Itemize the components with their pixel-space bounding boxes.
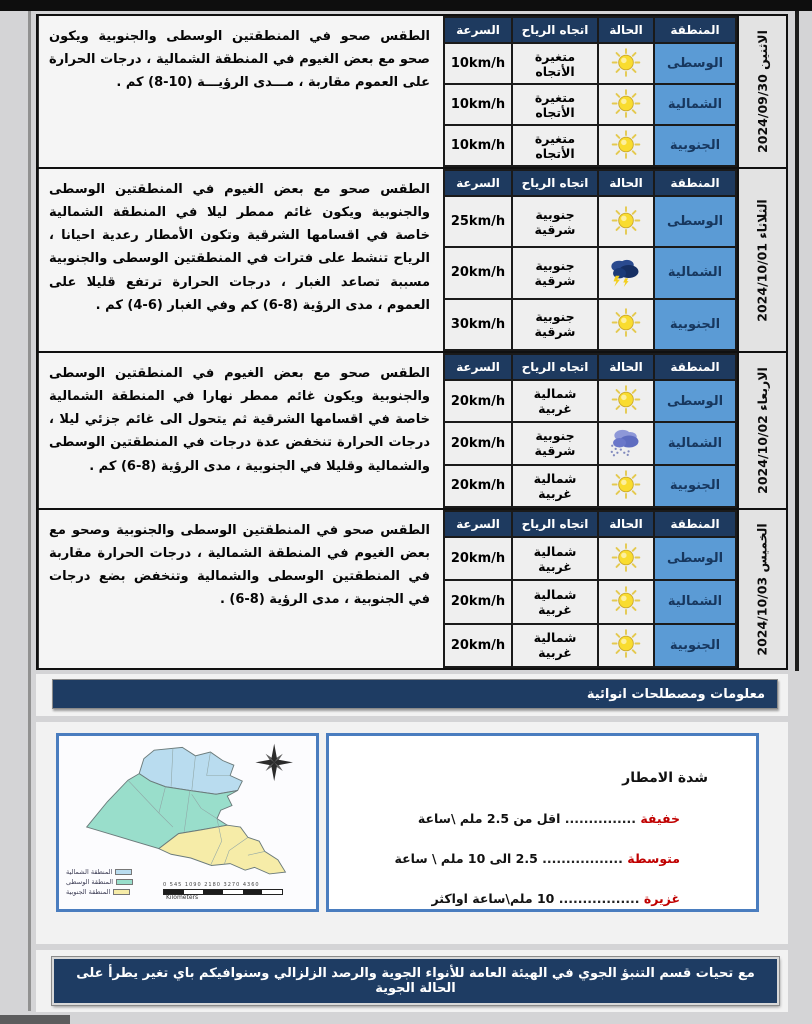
rain-intensity-dots: ............... (560, 811, 641, 826)
sunny-icon (607, 47, 645, 78)
wind-direction-cell: شمالية غربية (512, 624, 598, 667)
table-row (444, 380, 736, 422)
rain-intensity-item (329, 851, 680, 866)
column-header-condition: الحالة (598, 17, 654, 43)
column-header-condition: الحالة (598, 170, 654, 196)
forecast-frame (36, 14, 788, 670)
wind-direction-cell: شمالية غربية (512, 380, 598, 422)
wind-speed-cell: 20km/h (444, 465, 512, 507)
info-terms-bar (52, 679, 778, 709)
rain-intensity-list (329, 811, 680, 906)
forecast-description: الطقس صحو في المنطقتين الوسطى والجنوبية ويكون صحو مع بعض الغيوم في المنطقة الشمالية ، درجات الحرارة على العموم مقاربة ، مـــدى الرؤيـــة (10-8) كم . (38, 16, 443, 167)
iraq-map (59, 738, 315, 888)
legend-swatch (115, 869, 132, 875)
region-cell: الوسطى (654, 196, 736, 247)
region-cell: الوسطى (654, 43, 736, 84)
table-row (444, 624, 736, 667)
column-header-condition: الحالة (598, 511, 654, 537)
forecast-day-block (38, 169, 786, 353)
rain-icon (607, 426, 645, 457)
wind-direction-cell: جنوبية شرقية (512, 247, 598, 298)
rain-intensity-value: 10 ملم\ساعة اواكثر (431, 891, 555, 906)
table-row (444, 465, 736, 507)
wind-direction-cell: جنوبية شرقية (512, 422, 598, 464)
region-cell: الجنوبية (654, 624, 736, 667)
wind-speed-cell: 10km/h (444, 43, 512, 84)
region-cell: الشمالية (654, 580, 736, 623)
wind-direction-cell: متغيرة الأتجاه (512, 43, 598, 84)
condition-cell (598, 43, 654, 84)
condition-cell (598, 299, 654, 350)
wind-direction-cell: متغيرة الأتجاه (512, 125, 598, 166)
forecast-day-block (38, 353, 786, 510)
table-row (444, 84, 736, 125)
map-legend-label: المنطقة الجنوبية (66, 888, 111, 896)
forecast-day-block (38, 510, 786, 668)
sunny-icon (607, 88, 645, 119)
sunny-icon (607, 129, 645, 160)
rain-intensity-item (329, 811, 680, 826)
day-date-strip (737, 353, 786, 508)
condition-cell (598, 465, 654, 507)
day-date-strip (737, 169, 786, 351)
day-date-strip (737, 510, 786, 668)
wind-speed-cell: 10km/h (444, 84, 512, 125)
table-row (444, 43, 736, 84)
map-legend-row (66, 888, 133, 896)
forecast-description: الطقس صحو مع بعض الغيوم في المنطقتين الوسطى والجنوبية ويكون غائم ممطر ليلا في المنطقة الشمالية خاصة في اقسامها الشرقية وتكون الأمطار رعدية احيانا ، الرياح تنشط على فترات في المنطقتين الوسطى والجنوبية مسببة تصاعد الغبار ، درجات الحرارة ترتفع قليلا على العموم ، مدى الرؤية (8-6) كم وفي الغبار (6-4) كم . (38, 169, 443, 351)
forecast-day-block (38, 16, 786, 169)
condition-cell (598, 422, 654, 464)
sunny-icon (607, 542, 645, 573)
forecast-table (443, 16, 737, 167)
map-scale-numbers: 0 545 1090 2180 3270 4360 (163, 882, 260, 888)
day-date-label: الاربعاء 2024/10/02 (754, 367, 770, 494)
wind-speed-cell: 20km/h (444, 624, 512, 667)
rain-intensity-dots: ................. (554, 891, 644, 906)
column-header-speed: السرعة (444, 17, 512, 43)
sunny-icon (607, 628, 645, 659)
column-header-region: المنطقة (654, 170, 736, 196)
footer-text: مع تحيات قسم التنبؤ الجوي في الهيئة العامة للأنواء الجوية والرصد الزلزالي وسنوافيكم باي تغير يطرأ على الحالة الجوية (76, 966, 755, 996)
wind-speed-cell: 20km/h (444, 247, 512, 298)
region-cell: الوسطى (654, 537, 736, 580)
sunny-icon (607, 205, 645, 236)
column-header-speed: السرعة (444, 354, 512, 380)
condition-cell (598, 624, 654, 667)
wind-direction-cell: جنوبية شرقية (512, 299, 598, 350)
forecast-table (443, 169, 737, 351)
column-header-wind: اتجاه الرياح (512, 17, 598, 43)
scan-top-edge (0, 0, 812, 11)
table-row (444, 196, 736, 247)
region-cell: الشمالية (654, 84, 736, 125)
table-row (444, 580, 736, 623)
region-cell: الوسطى (654, 380, 736, 422)
condition-cell (598, 125, 654, 166)
table-row (444, 537, 736, 580)
column-header-wind: اتجاه الرياح (512, 170, 598, 196)
thunderstorm-icon (607, 256, 645, 287)
legend-swatch (116, 879, 133, 885)
condition-cell (598, 247, 654, 298)
sunny-icon (607, 585, 645, 616)
info-terms-title: معلومات ومصطلحات انوائية (586, 686, 765, 702)
map-scale-unit: Kilometers (166, 894, 199, 901)
wind-speed-cell: 20km/h (444, 537, 512, 580)
forecast-description: الطقس صحو في المنطقتين الوسطى والجنوبية وصحو مع بعض الغيوم في المنطقة الشمالية ، درجات الحرارة مقاربة في المنطقتين الوسطى والشمالية وتنخفض بضع درجات في الجنوبية ، مدى الرؤية (8-6) . (38, 510, 443, 668)
wind-direction-cell: شمالية غربية (512, 580, 598, 623)
footer-bar (52, 957, 779, 1005)
day-date-label: الخميس 2024/10/03 (755, 522, 770, 656)
sunny-icon (607, 307, 645, 338)
rain-intensity-title: شدة الامطار (622, 770, 708, 786)
region-cell: الجنوبية (654, 299, 736, 350)
sunny-icon (607, 469, 645, 500)
column-header-speed: السرعة (444, 170, 512, 196)
column-header-region: المنطقة (654, 511, 736, 537)
rain-intensity-item (329, 891, 680, 906)
column-header-condition: الحالة (598, 354, 654, 380)
column-header-region: المنطقة (654, 354, 736, 380)
wind-speed-cell: 10km/h (444, 125, 512, 166)
condition-cell (598, 196, 654, 247)
scan-corner-smudge (0, 1015, 70, 1024)
table-row (444, 247, 736, 298)
wind-speed-cell: 20km/h (444, 580, 512, 623)
day-date-label: الاثنين 2024/09/30 (755, 30, 770, 153)
wind-direction-cell: شمالية غربية (512, 537, 598, 580)
scan-right-edge (795, 11, 799, 671)
legend-swatch (113, 889, 130, 895)
column-header-region: المنطقة (654, 17, 736, 43)
forecast-description: الطقس صحو مع بعض الغيوم في المنطقتين الوسطى والجنوبية ويكون غائم ممطر نهارا في المنطقة الشمالية خاصة في اقسامها الشرقية ثم يتحول الى غائم جزئي ليلا ، درجات الحرارة تنخفض عدة درجات في المنطقتين الوسطى والشمالية وقليلا في الجنوبية ، مدى الرؤية (8-6) كم . (38, 353, 443, 508)
map-legend-row (66, 878, 133, 886)
forecast-table (443, 510, 737, 668)
rain-intensity-value: اقل من 2.5 ملم \ساعة (417, 811, 561, 826)
wind-speed-cell: 20km/h (444, 380, 512, 422)
wind-speed-cell: 25km/h (444, 196, 512, 247)
wind-speed-cell: 30km/h (444, 299, 512, 350)
condition-cell (598, 580, 654, 623)
condition-cell (598, 380, 654, 422)
rain-intensity-dots: ................. (537, 851, 628, 866)
sunny-icon (607, 384, 645, 415)
column-header-wind: اتجاه الرياح (512, 354, 598, 380)
table-row (444, 422, 736, 464)
wind-direction-cell: متغيرة الأتجاه (512, 84, 598, 125)
regions-map-box (56, 733, 319, 912)
rain-intensity-box (326, 733, 759, 912)
wind-direction-cell: جنوبية شرقية (512, 196, 598, 247)
table-row (444, 125, 736, 166)
compass-rose-icon (255, 744, 293, 782)
day-date-label: الثلاثاء 2024/10/01 (754, 198, 770, 322)
region-cell: الشمالية (654, 247, 736, 298)
wind-speed-cell: 20km/h (444, 422, 512, 464)
condition-cell (598, 537, 654, 580)
rain-intensity-label: متوسطة (627, 851, 680, 866)
region-cell: الشمالية (654, 422, 736, 464)
day-date-strip (737, 16, 786, 167)
rain-intensity-value: 2.5 الى 10 ملم \ ساعة (394, 851, 538, 866)
condition-cell (598, 84, 654, 125)
map-scale-bar (163, 882, 303, 901)
map-legend (66, 868, 133, 896)
map-legend-row (66, 868, 133, 876)
region-cell: الجنوبية (654, 125, 736, 166)
rain-intensity-label: خفيفة (640, 811, 680, 826)
forecast-table (443, 353, 737, 508)
table-row (444, 299, 736, 350)
column-header-wind: اتجاه الرياح (512, 511, 598, 537)
column-header-speed: السرعة (444, 511, 512, 537)
scan-left-edge (28, 11, 31, 1011)
wind-direction-cell: شمالية غربية (512, 465, 598, 507)
map-legend-label: المنطقة الشمالية (66, 868, 113, 876)
map-legend-label: المنطقة الوسطى (66, 878, 114, 886)
rain-intensity-label: غزيرة (643, 891, 680, 906)
region-cell: الجنوبية (654, 465, 736, 507)
